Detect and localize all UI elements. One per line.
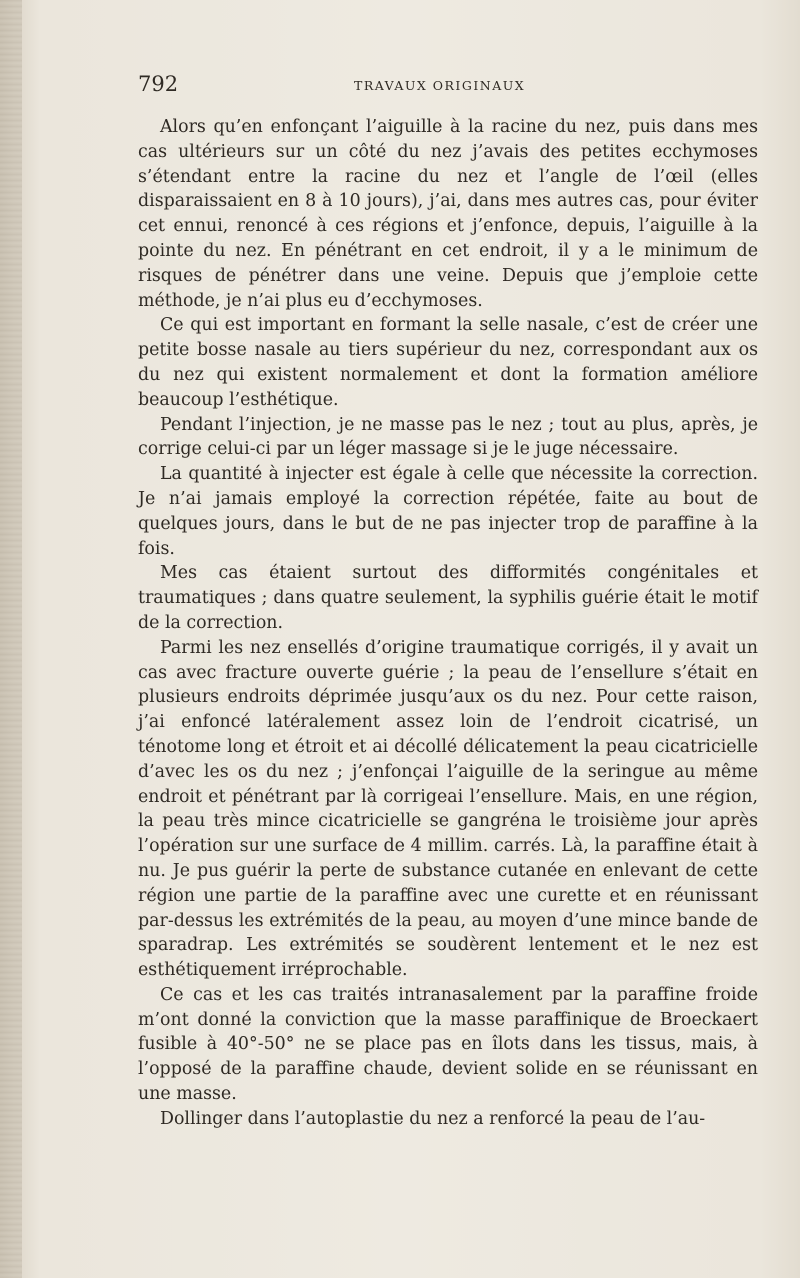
paragraph: Dollinger dans l’autoplastie du nez a renforcé la peau de l’au-	[160, 1108, 706, 1129]
paragraph: Mes cas étaient surtout des difformités congénitales et traumatiques ; dans quatre seulement, la syphilis guérie était le motif de la correction.	[138, 563, 758, 633]
paragraph: La quantité à injecter est égale à celle que nécessite la correction. Je n’ai jamais employé la correction répétée, faite au bout de quelques jours, dans le but de ne pas injecter trop de paraffine à la fois.	[138, 464, 758, 559]
running-title: TRAVAUX ORIGINAUX	[354, 78, 526, 93]
page-binding-edge	[0, 0, 22, 1278]
paragraph: Alors qu’en enfonçant l’aiguille à la racine du nez, puis dans mes cas ultérieurs sur un côté du nez j’avais des petites ecchymoses s’étendant entre la racine du nez et l’angle de l’œil (elles disparaissaient en 8 à 10 jours), j’ai, dans mes autres cas, pour éviter cet ennui, renoncé à ces régions et j’enfonce, depuis, l’aiguille à la pointe du nez. En pénétrant en cet endroit, il y a le minimum de risques de pénétrer dans une veine. Depuis que j’emploie cette méthode, je n’ai plus eu d’ecchymoses.	[138, 117, 758, 311]
paragraph: Pendant l’injection, je ne masse pas le nez ; tout au plus, après, je corrige celui-ci par un léger massage si je le juge nécessaire.	[138, 414, 758, 460]
paragraph: Parmi les nez ensellés d’origine traumatique corrigés, il y avait un cas avec fracture ouverte guérie ; la peau de l’ensellure s’était en plusieurs endroits déprimée jusqu’aux os du nez. Pour cette raison, j’ai enfoncé latéralement assez loin de l’endroit cicatrisé, un ténotome long et étroit et ai décollé délicatement la peau cicatricielle d’avec les os du nez ; j’enfonçai l’aiguille de la seringue au même endroit et pénétrant par là corrigeai l’ensellure. Mais, en une région, la peau très mince cicatricielle se gangréna le troisième jour après l’opération sur une surface de 4 millim. carrés. Là, la paraffine était à nu. Je pus guérir la perte de substance cutanée en enlevant de cette région une partie de la paraffine avec une curette et en réunissant par-dessus les extrémités de la peau, au moyen d’une mince bande de sparadrap. Les extrémités se soudèrent lentement et le nez est esthétiquement irréprochable.	[138, 637, 758, 981]
paragraph: Ce cas et les cas traités intranasalement par la paraffine froide m’ont donné la conviction que la masse paraffinique de Broeckaert fusible à 40°-50° ne se place pas en îlots dans les tissus, mais, à l’opposé de la paraffine chaude, devient solide en se réunissant en une masse.	[138, 984, 758, 1105]
page-number: 792	[138, 72, 179, 96]
page-header	[138, 72, 758, 102]
page-body-text	[138, 115, 758, 1132]
paragraph: Ce qui est important en formant la selle nasale, c’est de créer une petite bosse nasale au tiers supérieur du nez, correspondant aux os du nez qui existent normalement et dont la formation améliore beaucoup l’esthétique.	[138, 315, 758, 410]
